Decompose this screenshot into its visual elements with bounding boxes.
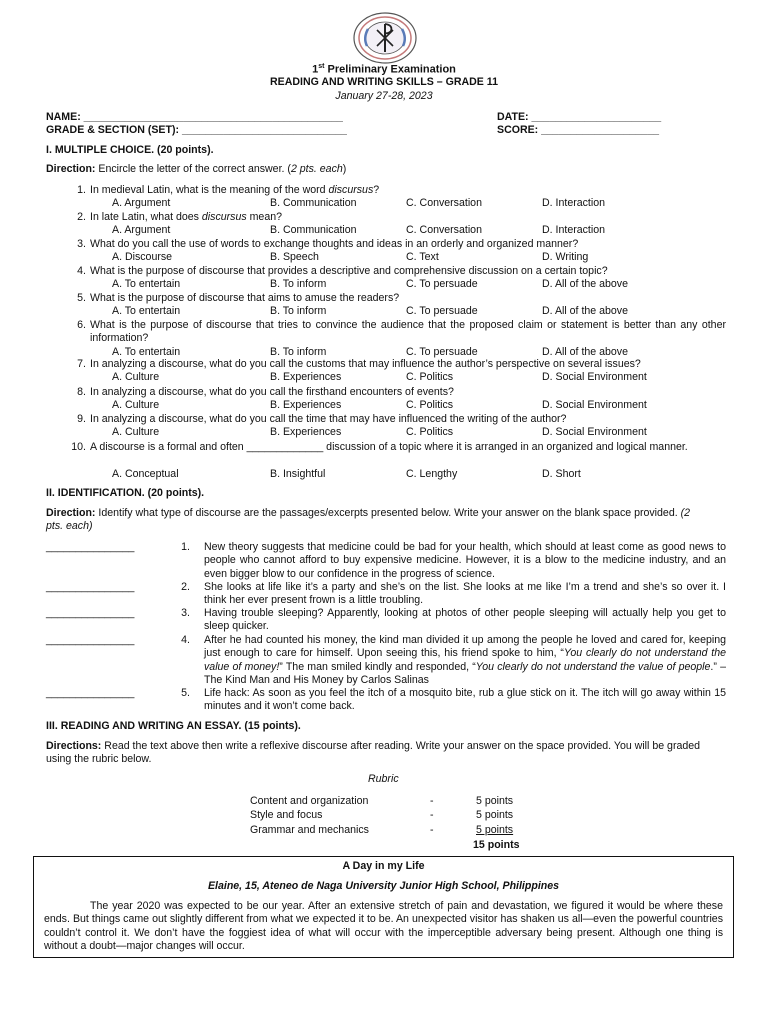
question-text-main: What is the purpose of discourse that tries to convince the audience that the proposed claim or statement is better than any other information? [90, 319, 726, 345]
question-1 [66, 184, 726, 197]
exam-title [0, 60, 768, 77]
option-d[interactable]: D. Social Environment [542, 371, 647, 383]
question-text-main: In analyzing a discourse, what do you call the time that may have influenced the writing of the author? [90, 413, 567, 425]
rubric-points: 5 points [476, 824, 514, 836]
exam-title-text: Preliminary Examination [327, 63, 456, 76]
option-d[interactable]: D. Short [542, 468, 581, 480]
part1-direction [46, 163, 346, 176]
part2-heading: II. IDENTIFICATION. (20 points). [46, 487, 205, 499]
item-text: New theory suggests that medicine could be bad for your health, which should at least come as good news to people who cannot afford to buy expensive medicine. However, it is a blow to the medicine industry, and an even bigger blow to our confidence in the progress of science. [204, 541, 726, 580]
item-text: She looks at life like it’s a party and she’s on the list. She looks at me like I’m a trend and she’s so over it. I think her ever present frown is a little troubling. [204, 581, 726, 607]
item-number: 4. [181, 634, 190, 646]
question-text [90, 292, 726, 305]
question-text-main: What do you call the use of words to exchange thoughts and ideas in an orderly and organized manner? [90, 238, 579, 250]
question-text-term: discursus [328, 184, 374, 196]
answer-blank[interactable]: _______________ [46, 607, 135, 619]
question-text-main: In analyzing a discourse, what do you call the firsthand encounters of events? [90, 386, 454, 398]
question-number: 7. [77, 358, 86, 370]
question-text [90, 211, 726, 224]
option-a[interactable]: A. To entertain [112, 346, 181, 358]
item-quote-2: You clearly do not understand the value of people [475, 660, 711, 673]
answer-blank[interactable]: _______________ [46, 687, 135, 699]
question-number: 4. [77, 265, 86, 277]
question-number: 5. [77, 292, 86, 304]
item-text [204, 634, 726, 688]
answer-blank[interactable]: _______________ [46, 634, 135, 646]
option-c[interactable]: C. Politics [406, 371, 454, 383]
item-text-e: .” – The Kind Man and His Money by Carlos Salinas [204, 660, 726, 687]
school-seal-icon [353, 12, 417, 64]
option-b[interactable]: B. Experiences [270, 426, 342, 438]
question-options [0, 251, 768, 264]
question-4 [66, 265, 726, 278]
option-a[interactable]: A. Culture [112, 399, 160, 411]
grade-section-field[interactable]: GRADE & SECTION (SET): ____________________________ [46, 124, 347, 136]
item-text: Life hack: As soon as you feel the itch of a mosquito bite, rub a glue stick on it. The itch will go away within 15 minutes and it won’t come back. [204, 687, 726, 713]
option-a[interactable]: A. Conceptual [112, 468, 179, 480]
rubric-total: 15 points [473, 839, 520, 851]
direction-points: 2 pts. each [290, 163, 343, 175]
direction-text: Identify what type of discourse are the passages/excerpts presented below. Write your answer on the blank space provided. [95, 507, 681, 519]
score-field[interactable]: SCORE: ____________________ [497, 124, 659, 136]
question-options [0, 426, 768, 439]
question-options [0, 468, 768, 481]
question-text-main: A discourse is a formal and often _____________ discussion of a topic where it is arranged in an organized and logical manner. [90, 441, 688, 453]
rubric-points: 5 points [476, 795, 514, 807]
item-quote-1: You clearly do not understand the value of money! [204, 647, 726, 673]
ident-item-5 [46, 687, 726, 714]
option-c[interactable]: C. To persuade [406, 346, 478, 358]
exam-date: January 27-28, 2023 [335, 90, 433, 102]
option-d[interactable]: D. All of the above [542, 278, 628, 290]
question-options [0, 224, 768, 237]
option-a[interactable]: A. Discourse [112, 251, 173, 263]
option-b[interactable]: B. To inform [270, 278, 327, 290]
option-c[interactable]: C. To persuade [406, 305, 478, 317]
direction-text: Read the text above then write a reflexive discourse after reading. Write your answer on the space provided. You will be graded using the rubric below. [46, 740, 701, 766]
question-text-main: In late Latin, what does [90, 211, 202, 223]
ident-item-3 [46, 607, 726, 634]
option-c[interactable]: C. Lengthy [406, 468, 458, 480]
question-options [0, 197, 768, 210]
question-3 [66, 238, 726, 251]
answer-blank[interactable]: _______________ [46, 541, 135, 553]
ident-item-2 [46, 581, 726, 608]
question-number: 9. [77, 413, 86, 425]
question-text [90, 441, 726, 454]
option-d[interactable]: D. Interaction [542, 197, 606, 209]
option-a[interactable]: A. To entertain [112, 278, 181, 290]
question-text-end: mean? [246, 211, 282, 223]
question-number: 2. [77, 211, 86, 223]
option-a[interactable]: A. Culture [112, 371, 160, 383]
question-text [90, 238, 726, 251]
question-2 [66, 211, 726, 224]
item-number: 2. [181, 581, 190, 593]
question-5 [66, 292, 726, 305]
subject-title: READING AND WRITING SKILLS – GRADE 11 [270, 76, 498, 88]
question-number: 6. [77, 319, 86, 331]
option-b[interactable]: B. To inform [270, 346, 327, 358]
question-text [90, 265, 726, 278]
question-text-term: discursus [201, 211, 247, 223]
direction-points: (2 pts. each) [46, 507, 691, 533]
rubric-row [250, 795, 550, 809]
rubric-dash: - [430, 795, 434, 807]
question-number: 10. [71, 441, 86, 453]
question-number: 8. [77, 386, 86, 398]
option-b[interactable]: B. Speech [270, 251, 319, 263]
essay-body: The year 2020 was expected to be our year. After an extensive stretch of pain and devastation, we figured it would be where these ends. But things came out slightly different from what we expected it to be. An unexpected visitor has shaken us all—even the powerful countries couldn’t control it. We don’t have the foggiest idea of what will occur with the imperceptible adversary being present. Although one thing is without a doubt—major changes will occur. [44, 900, 723, 953]
option-b[interactable]: B. To inform [270, 305, 327, 317]
question-number: 1. [77, 184, 86, 196]
option-d[interactable]: D. All of the above [542, 346, 628, 358]
rubric-dash: - [430, 824, 434, 836]
direction-label: Directions: [46, 740, 102, 752]
question-options [0, 399, 768, 412]
item-text-c: ” The man smiled kindly and responded, “ [279, 660, 476, 673]
rubric-row [250, 809, 550, 823]
option-d[interactable]: D. Writing [542, 251, 589, 263]
rubric-title: Rubric [368, 773, 399, 785]
option-c[interactable]: C. Politics [406, 399, 454, 411]
direction-end: ) [342, 163, 347, 175]
rubric-criterion: Style and focus [250, 809, 323, 821]
ident-item-1 [46, 541, 726, 581]
rubric-criterion: Grammar and mechanics [250, 824, 369, 836]
option-d[interactable]: D. Interaction [542, 224, 606, 236]
ordinal-number: 1 [312, 63, 319, 76]
question-text-main: In analyzing a discourse, what do you call the customs that may influence the author’s perspective on several issues? [90, 358, 641, 370]
question-text-main: What is the purpose of discourse that provides a descriptive and comprehensive discussion on a certain topic? [90, 265, 608, 277]
item-text-a: After he had counted his money, the kind man divided it up among the people he loved and cared for, keeping just enough to care for himself. Upon seeing this, his friend spoke to him, “ [204, 634, 726, 660]
question-text [90, 184, 726, 197]
option-c[interactable]: C. Politics [406, 426, 454, 438]
option-c[interactable]: C. Text [406, 251, 439, 263]
option-d[interactable]: D. All of the above [542, 305, 628, 317]
item-text: Having trouble sleeping? Apparently, looking at photos of other people sleeping will actually help you get to sleep quicker. [204, 607, 726, 633]
rubric-dash: - [430, 809, 434, 821]
essay-byline: Elaine, 15, Ateneo de Naga University Junior High School, Philippines [207, 880, 560, 892]
ordinal-suffix: st [318, 63, 325, 70]
question-text [90, 358, 726, 371]
question-7 [66, 358, 726, 371]
name-field[interactable]: NAME: ____________________________________________ [46, 111, 343, 123]
option-c[interactable]: C. To persuade [406, 278, 478, 290]
option-b[interactable]: B. Experiences [270, 399, 342, 411]
option-d[interactable]: D. Social Environment [542, 426, 647, 438]
question-number: 3. [77, 238, 86, 250]
question-text [90, 386, 726, 399]
option-c[interactable]: C. Conversation [406, 224, 482, 236]
option-b[interactable]: B. Communication [270, 197, 357, 209]
direction-text: Encircle the letter of the correct answer. ( [95, 163, 291, 175]
part3-direction [46, 740, 722, 767]
part1-heading: I. MULTIPLE CHOICE. (20 points). [46, 144, 214, 156]
ident-item-4 [46, 634, 726, 688]
essay-box [33, 856, 734, 958]
question-text [90, 413, 726, 426]
question-10 [66, 441, 726, 468]
part2-direction [46, 507, 710, 534]
question-text-main: What is the purpose of discourse that aims to amuse the readers? [90, 292, 400, 304]
option-a[interactable]: A. To entertain [112, 305, 181, 317]
date-field[interactable]: DATE: ______________________ [497, 111, 662, 123]
question-6 [66, 319, 726, 346]
essay-title: A Day in my Life [342, 860, 425, 872]
option-b[interactable]: B. Communication [270, 224, 357, 236]
option-a[interactable]: A. Culture [112, 426, 160, 438]
question-options [0, 278, 768, 291]
question-text [90, 319, 726, 346]
option-a[interactable]: A. Argument [112, 224, 171, 236]
question-9 [66, 413, 726, 426]
direction-label: Direction: [46, 163, 96, 175]
option-b[interactable]: B. Experiences [270, 371, 342, 383]
question-8 [66, 386, 726, 399]
option-c[interactable]: C. Conversation [406, 197, 482, 209]
question-options [0, 305, 768, 318]
question-text-main: In medieval Latin, what is the meaning of the word [90, 184, 329, 196]
rubric-criterion: Content and organization [250, 795, 369, 807]
question-options [0, 371, 768, 384]
part3-heading: III. READING AND WRITING AN ESSAY. (15 points). [46, 720, 301, 732]
option-d[interactable]: D. Social Environment [542, 399, 647, 411]
rubric-points: 5 points [476, 809, 514, 821]
rubric-row [250, 824, 550, 838]
question-text-end: ? [373, 184, 380, 196]
item-number: 3. [181, 607, 190, 619]
answer-blank[interactable]: _______________ [46, 581, 135, 593]
item-number: 1. [181, 541, 190, 553]
direction-label: Direction: [46, 507, 96, 519]
item-number: 5. [181, 687, 190, 699]
option-a[interactable]: A. Argument [112, 197, 171, 209]
option-b[interactable]: B. Insightful [270, 468, 326, 480]
